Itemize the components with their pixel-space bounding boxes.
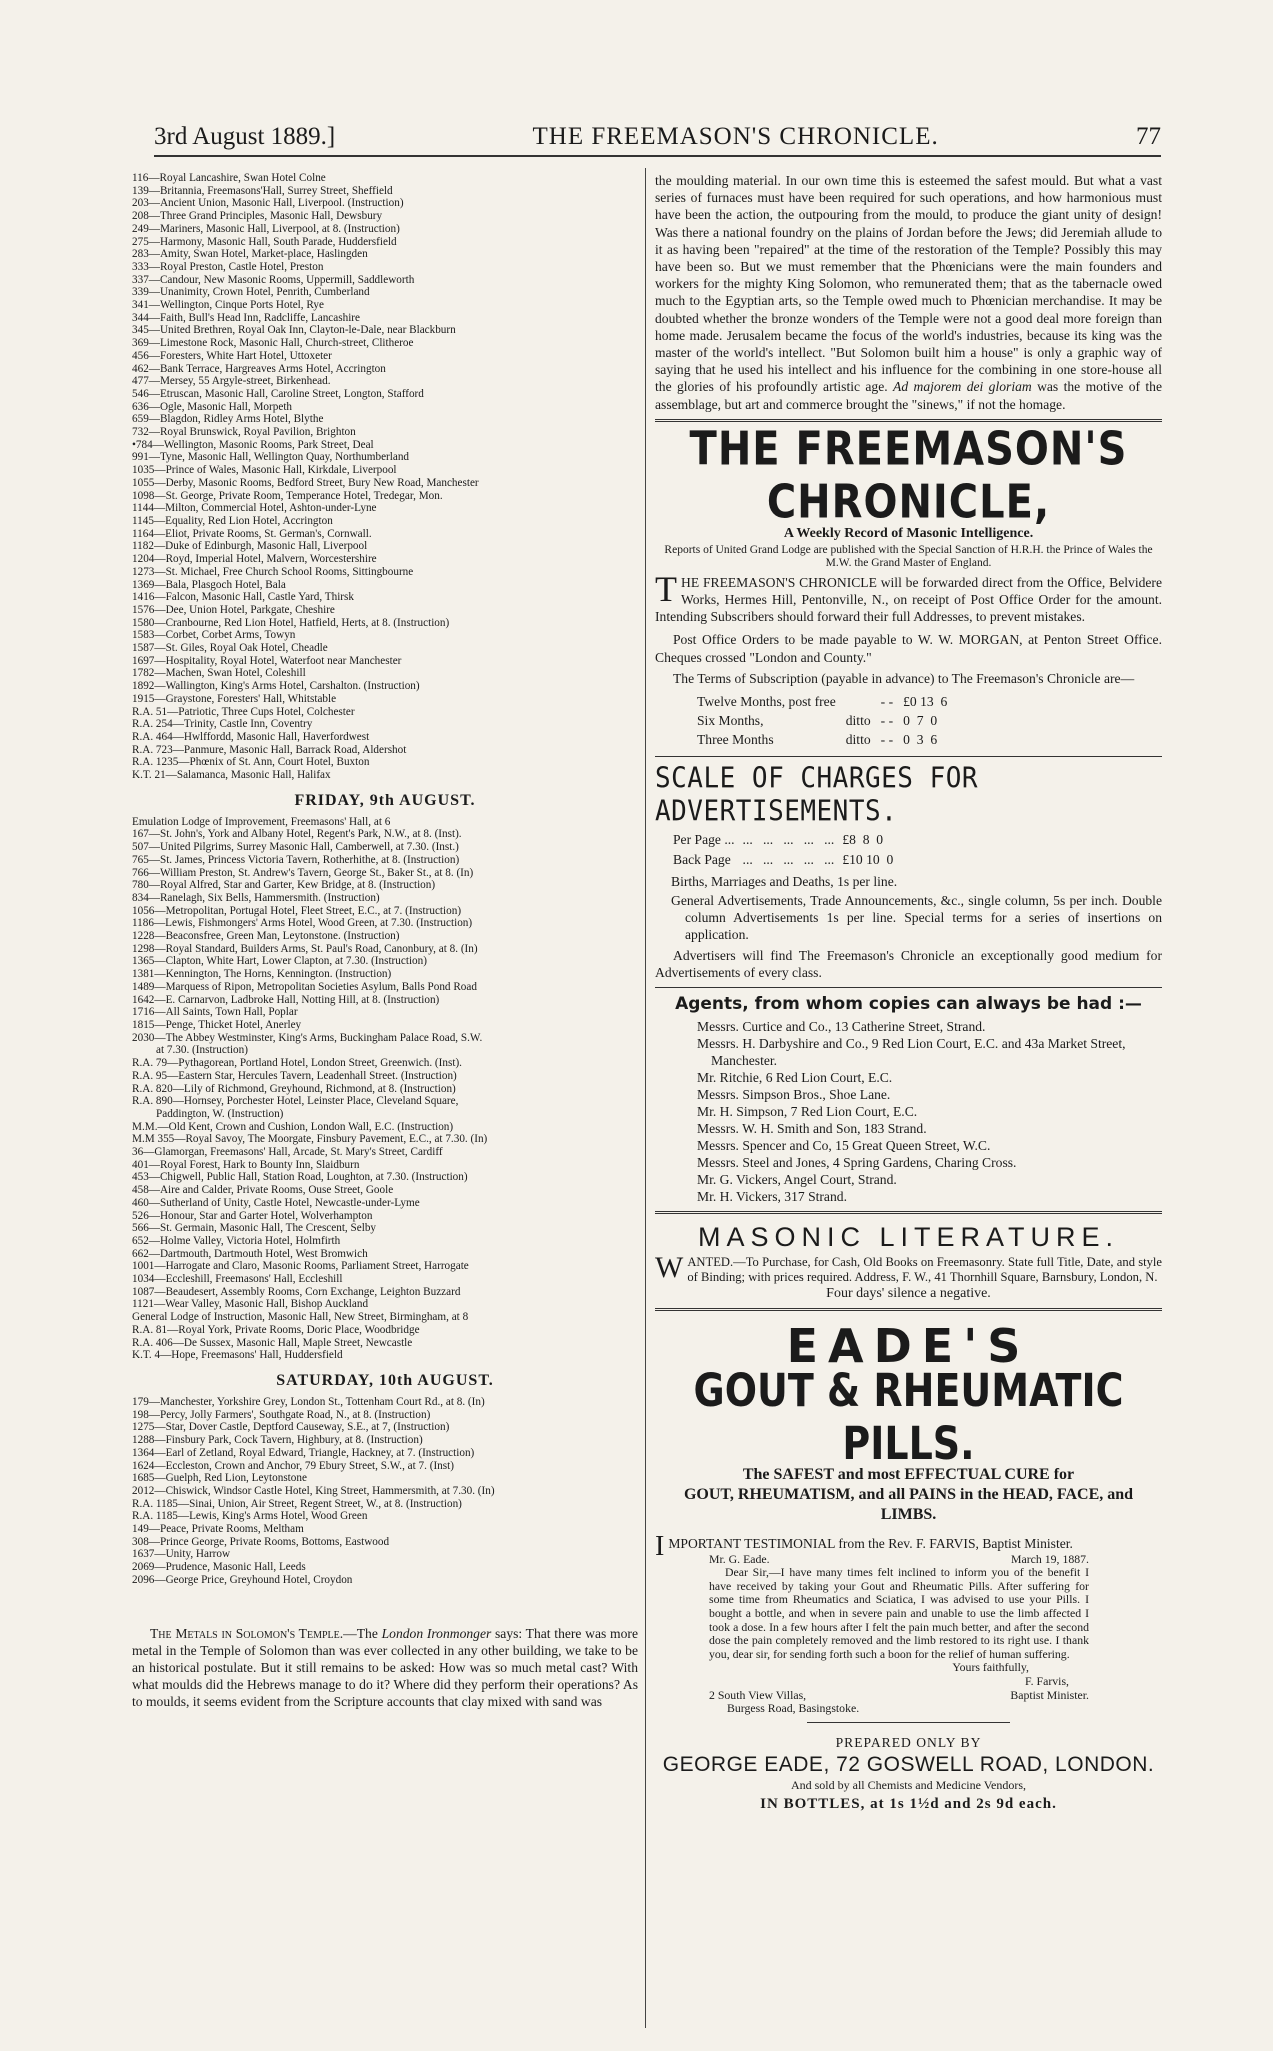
right-column bbox=[655, 172, 1162, 2032]
post-orders: Post Office Orders to be made payable to W. W. MORGAN, at Penton Street Office. Cheques crossed "London and County." bbox=[655, 632, 1162, 665]
lodge-entry: 1583—Corbet, Corbet Arms, Towyn bbox=[132, 629, 296, 642]
lodge-entry: 337—Candour, New Masonic Rooms, Uppermill, Saddleworth bbox=[132, 273, 415, 286]
lodge-entry: 283—Amity, Swan Hotel, Market-place, Haslingden bbox=[132, 248, 368, 261]
agent-entry: Messrs. Spencer and Co, 15 Great Queen Street, W.C. bbox=[697, 1138, 991, 1154]
terms-dots: - - bbox=[880, 713, 894, 729]
lodge-entry: 991—Tyne, Masonic Hall, Wellington Quay, Northumberland bbox=[132, 451, 410, 464]
saturday-heading: SATURDAY, 10th AUGUST. bbox=[276, 1371, 494, 1389]
letter-to: Mr. G. Eade. bbox=[709, 1551, 770, 1566]
lodge-entry: 659—Blagdon, Ridley Arms Hotel, Blythe bbox=[132, 413, 324, 426]
lodge-entry: R.A. 890—Hornsey, Porchester Hotel, Leinster Place, Cleveland Square, bbox=[132, 1095, 459, 1108]
rate-label: Per Page ... bbox=[673, 832, 735, 848]
literature-body: ANTED.—To Purchase, for Cash, Old Books on Freemasonry. State full Title, Date, and style of Binding; with prices required. Address, F. W., 41 Thornhill Square, Barnsbury, London, N. bbox=[687, 1255, 1162, 1284]
letter-closing: Yours faithfully, bbox=[952, 1660, 1029, 1675]
section-rule bbox=[655, 756, 1162, 757]
lodge-entry: 1637—Unity, Harrow bbox=[132, 1548, 231, 1561]
lodge-entry: 1624—Eccleston, Crown and Anchor, 79 Ebury Street, S.W., at 7. (Inst) bbox=[132, 1459, 454, 1472]
lodge-entry: 1056—Metropolitan, Portugal Hotel, Fleet Street, E.C., at 7. (Instruction) bbox=[132, 904, 462, 917]
section-rule bbox=[655, 987, 1162, 988]
lodge-entry: 652—Holme Valley, Victoria Hotel, Holmfirth bbox=[132, 1234, 341, 1247]
lodge-entry: 341—Wellington, Cinque Ports Hotel, Rye bbox=[132, 299, 324, 312]
metals-continued-text: the moulding material. In our own time this is esteemed the safest mould. But what a vast series of furnaces must have been required for such operations, and how harmonious must have been the action, the outpouring from the mould, to produce the giant unity of design! Was there a national foundry on the plains of Jordan before the Jews; did Jeremiah allude to it as having been "repaired" at the time of the restoration of the Temple? Possibly this may have been so. But we must remember that the Phœnicians were the main founders and workers for the mighty King Solomon, who remunerated them; that as the tabernacle owed much to the Egyptian arts, so the Temple owed much to Phœnician merchandise. It may be doubted whether the bronze wonders of the Temple were not a good deal more foreign than home made. Jerusalem became the focus of the world's industries, because its king was the master of the world's intellect. "But Solomon built him a house" is only a graphic way of saying that he used his intellect and his influence for the combining in one store-house all the glories of his profoundly artistic age. bbox=[655, 173, 1162, 395]
lodge-entry: 1365—Clapton, White Hart, Lower Clapton, at 7.30. (Instruction) bbox=[132, 955, 427, 968]
lodge-entry: 249—Mariners, Masonic Hall, Liverpool, at 8. (Instruction) bbox=[132, 222, 400, 235]
lodge-entry: 1697—Hospitality, Royal Hotel, Waterfoot near Manchester bbox=[132, 654, 402, 667]
lodge-entry: 308—Prince George, Private Rooms, Bottoms, Eastwood bbox=[132, 1535, 390, 1548]
lodge-entry: 2069—Prudence, Masonic Hall, Leeds bbox=[132, 1561, 306, 1574]
lodge-entry: 1489—Marquess of Ripon, Metropolitan Societies Asylum, Balls Pond Road bbox=[132, 980, 477, 993]
literature-ad bbox=[655, 1251, 1162, 1285]
lodge-entry: 198—Percy, Jolly Farmers', Southgate Road, N., at 8. (Instruction) bbox=[132, 1408, 431, 1421]
lodge-entry: 139—Britannia, Freemasons'Hall, Surrey Street, Sheffield bbox=[132, 184, 393, 197]
lodge-entry: 1364—Earl of Zetland, Royal Edward, Triangle, Hackney, at 7. (Instruction) bbox=[132, 1446, 475, 1459]
lodge-entry: 1587—St. Giles, Royal Oak Hotel, Cheadle bbox=[132, 642, 328, 655]
rate-row bbox=[673, 831, 899, 849]
lodge-entry: 2012—Chiswick, Windsor Castle Hotel, King Street, Hammersmith, at 7.30. (In) bbox=[132, 1484, 495, 1497]
lodge-entry: 167—St. John's, York and Albany Hotel, Regent's Park, N.W., at 8. (Inst). bbox=[132, 828, 462, 841]
lodge-entry: M.M 355—Royal Savoy, The Moorgate, Finsbury Pavement, E.C., at 7.30. (In) bbox=[132, 1133, 488, 1146]
terms-period: Six Months, bbox=[697, 713, 764, 729]
lodge-entry: 339—Unanimity, Crown Hotel, Penrith, Cumberland bbox=[132, 286, 370, 299]
lodge-entry: R.A. 464—Hwlffordd, Masonic Hall, Haverfordwest bbox=[132, 730, 370, 743]
metals-body: says: That there was more metal in the Temple of Solomon than was ever collected in any other building, we take to be an historical postulate. But it still remains to be asked: How was so much metal cast? With what moulds did the Hebrews manage to do it? Where did they perform their operations? As to moulds, it seems evident from the Scripture accounts that clay mixed with sand was bbox=[132, 1625, 638, 1710]
lodge-entry: 1273—St. Michael, Free Church School Rooms, Sittingbourne bbox=[132, 565, 414, 578]
lodge-entry: R.A. 820—Lily of Richmond, Greyhound, Richmond, at 8. (Instruction) bbox=[132, 1082, 456, 1095]
agent-entry: Mr. H. Simpson, 7 Red Lion Court, E.C. bbox=[697, 1104, 918, 1120]
page-number: 77 bbox=[1135, 123, 1161, 150]
eades-name: EADE'S bbox=[786, 1319, 1031, 1374]
lodge-entry: 1298—Royal Standard, Builders Arms, St. Paul's Road, Canonbury, at 8. (In) bbox=[132, 942, 478, 955]
lodge-entry: M.M.—Old Kent, Crown and Cushion, London Wall, E.C. (Instruction) bbox=[132, 1120, 454, 1133]
lodge-entry: 1275—Star, Dover Castle, Deptford Causeway, S.E., at 7, (Instruction) bbox=[132, 1421, 450, 1434]
lodge-entry: 1892—Wallington, King's Arms Hotel, Carshalton. (Instruction) bbox=[132, 680, 420, 693]
section-rule bbox=[655, 1308, 1162, 1311]
lodge-entry: R.A. 406—De Sussex, Masonic Hall, Maple Street, Newcastle bbox=[132, 1336, 413, 1349]
letter-date: March 19, 1887. bbox=[1011, 1551, 1089, 1566]
letter-body: Dear Sir,—I have many times felt inclined to inform you of the benefit I have received by taking your Gout and Rheumatic Pills. After suffering for some time from Rheumatics and Sciatica, I was advised to use your Pills. I bought a bottle, and when in severe pain and unable to use the limb affected I took a dose. In a few hours after I felt the pain much better, and after the second dose the pain completely removed and the limb restored to its right use. I thank you, dear sir, for sending forth such a boon for the relief of human suffering. bbox=[709, 1565, 1089, 1661]
agents-list bbox=[655, 1018, 1162, 1205]
lodge-entry: 1288—Finsbury Park, Cock Tavern, Highbury, at 8. (Instruction) bbox=[132, 1434, 423, 1447]
chronicle-intro-text: HE FREEMASON'S CHRONICLE will be forwarded direct from the Office, Belvidere Works, Hermes Hill, Pentonville, N., on receipt of Post Office Order for the amount. Intending Subscribers should forward their full Addresses, to prevent mistakes. bbox=[655, 574, 1162, 625]
lodge-entry: 1164—Eliot, Private Rooms, St. German's, Cornwall. bbox=[132, 527, 372, 540]
lodge-list-saturday bbox=[132, 1396, 638, 1587]
terms-amount: £0 13 6 bbox=[903, 694, 948, 710]
dropcap-t: T bbox=[655, 568, 677, 609]
subscription-terms bbox=[695, 691, 957, 750]
section-rule bbox=[655, 419, 1162, 422]
eades-tagline-2: GOUT, RHEUMATISM, and all PAINS in the HEAD, FACE, and LIMBS. bbox=[683, 1486, 1134, 1524]
lodge-entry: 766—William Preston, St. Andrew's Tavern, George St., Baker St., at 8. (In) bbox=[132, 866, 474, 879]
left-column bbox=[132, 172, 638, 2032]
lodge-entry: 1228—Beaconsfree, Green Man, Leytonstone. (Instruction) bbox=[132, 930, 400, 943]
masthead-title: THE FREEMASON'S CHRONICLE. bbox=[532, 123, 939, 150]
lodge-entry: R.A. 1235—Phœnix of St. Ann, Court Hotel, Buxton bbox=[132, 756, 370, 769]
lodge-entry: 1145—Equality, Red Lion Hotel, Accrington bbox=[132, 514, 333, 527]
lodge-entry: 546—Etruscan, Masonic Hall, Caroline Street, Longton, Stafford bbox=[132, 387, 424, 400]
terms-ditto bbox=[846, 693, 879, 710]
lodge-entry: 1098—St. George, Private Room, Temperance Hotel, Tredegar, Mon. bbox=[132, 489, 443, 502]
page-header bbox=[154, 117, 1161, 157]
terms-ditto: ditto bbox=[845, 732, 871, 748]
rate-dots: ... ... ... ... ... bbox=[742, 832, 835, 848]
agent-entry: Messrs. Curtice and Co., 13 Catherine Street, Strand. bbox=[697, 1019, 986, 1035]
lodge-entry: 566—St. Germain, Masonic Hall, The Crescent, Selby bbox=[132, 1222, 377, 1235]
section-rule bbox=[655, 1211, 1162, 1214]
lodge-entry: 275—Harmony, Masonic Hall, South Parade, Huddersfield bbox=[132, 235, 397, 248]
lodge-entry: 477—Mersey, 55 Argyle-street, Birkenhead. bbox=[132, 375, 331, 388]
lodge-entry: R.A. 95—Eastern Star, Hercules Tavern, Leadenhall Street. (Instruction) bbox=[132, 1069, 457, 1082]
lodge-entry: 1642—E. Carnarvon, Ladbroke Hall, Notting Hill, at 8. (Instruction) bbox=[132, 993, 440, 1006]
eade-address: GEORGE EADE, 72 GOSWELL ROAD, LONDON. bbox=[662, 1752, 1155, 1776]
terms-row bbox=[697, 731, 955, 748]
agent-entry: Messrs. Steel and Jones, 4 Spring Gardens, Charing Cross. bbox=[697, 1155, 1017, 1171]
lodge-entry: 1576—Dee, Union Hotel, Parkgate, Cheshire bbox=[132, 603, 335, 616]
dropcap-w: W bbox=[655, 1251, 684, 1285]
terms-intro: The Terms of Subscription (payable in advance) to The Freemason's Chronicle are— bbox=[673, 670, 1135, 686]
lodge-entry: 1186—Lewis, Fishmongers' Arms Hotel, Wood Green, at 7.30. (Instruction) bbox=[132, 917, 473, 930]
lodge-entry: 1381—Kennington, The Horns, Kennington. (Instruction) bbox=[132, 968, 392, 981]
metals-continued bbox=[655, 172, 1162, 413]
terms-period: Three Months bbox=[697, 732, 774, 748]
lodge-entry: R.A. 79—Pythagorean, Portland Hotel, London Street, Greenwich. (Inst). bbox=[132, 1057, 462, 1070]
terms-amount: 0 3 6 bbox=[903, 732, 938, 748]
lodge-entry: R.A. 51—Patriotic, Three Cups Hotel, Colchester bbox=[132, 705, 355, 718]
lodge-entry: 1815—Penge, Thicket Hotel, Anerley bbox=[132, 1019, 302, 1031]
lodge-entry: 834—Ranelagh, Six Bells, Hammersmith. (Instruction) bbox=[132, 891, 380, 904]
lodge-entry: 1782—Machen, Swan Hotel, Coleshill bbox=[132, 667, 306, 680]
short-rule bbox=[807, 1722, 1010, 1723]
testimonial-letter bbox=[709, 1553, 1089, 1716]
metals-article bbox=[132, 1625, 638, 1711]
terms-amount: 0 7 0 bbox=[903, 713, 938, 729]
lodge-entry: R.A. 723—Panmure, Masonic Hall, Barrack Road, Aldershot bbox=[132, 743, 407, 756]
lodge-entry: at 7.30. (Instruction) bbox=[156, 1044, 248, 1057]
lodge-entry: 507—United Pilgrims, Surrey Masonic Hall, Camberwell, at 7.30. (Inst.) bbox=[132, 841, 459, 854]
lodge-entry: R.A. 1185—Lewis, King's Arms Hotel, Wood Green bbox=[132, 1510, 368, 1523]
rate-dots: ... ... ... ... ... bbox=[742, 852, 835, 868]
terms-row bbox=[697, 693, 955, 710]
advertisers-note: Advertisers will find The Freemason's Chronicle an exceptionally good medium for Advertisements of every class. bbox=[655, 948, 1162, 981]
lodge-entry: K.T. 4—Hope, Freemasons' Hall, Huddersfield bbox=[132, 1349, 343, 1362]
metals-dash: —The bbox=[343, 1625, 382, 1641]
lodge-entry: 1685—Guelph, Red Lion, Leytonstone bbox=[132, 1472, 307, 1485]
literature-closing: Four days' silence a negative. bbox=[826, 1286, 991, 1302]
lodge-entry: 1034—Eccleshill, Freemasons' Hall, Eccleshill bbox=[132, 1273, 343, 1286]
lodge-entry: 1121—Wear Valley, Masonic Hall, Bishop Auckland bbox=[132, 1298, 369, 1311]
eades-tagline-1: The SAFEST and most EFFECTUAL CURE for bbox=[742, 1466, 1075, 1484]
metals-continued-end: was the motive of the assemblage, but art and commerce brought the "sinews," if not the homage. bbox=[655, 379, 1162, 412]
lodge-entry: 401—Royal Forest, Hark to Bounty Inn, Slaidburn bbox=[132, 1158, 360, 1171]
agent-entry: Mr. Ritchie, 6 Red Lion Court, E.C. bbox=[697, 1070, 893, 1086]
column-divider bbox=[645, 168, 646, 2028]
lodge-entry: 179—Manchester, Yorkshire Grey, London St., Tottenham Court Rd., at 8. (In) bbox=[132, 1395, 485, 1408]
lodge-entry: 1182—Duke of Edinburgh, Masonic Hall, Liverpool bbox=[132, 540, 368, 553]
lodge-entry: 344—Faith, Bull's Head Inn, Radcliffe, Lancashire bbox=[132, 311, 360, 324]
sig-address-2: Burgess Road, Basingstoke. bbox=[727, 1701, 860, 1716]
lodge-entry: 453—Chigwell, Public Hall, Station Road, Loughton, at 7.30. (Instruction) bbox=[132, 1171, 468, 1184]
eades-product: GOUT & RHEUMATIC PILLS. bbox=[693, 1364, 1124, 1471]
lodge-entry: 1055—Derby, Masonic Rooms, Bedford Street, Bury New Road, Manchester bbox=[132, 476, 479, 489]
lodge-entry: 662—Dartmouth, Dartmouth Hotel, West Bromwich bbox=[132, 1247, 368, 1260]
sold-by: And sold by all Chemists and Medicine Vendors, bbox=[790, 1777, 1027, 1792]
chronicle-sanction: Reports of United Grand Lodge are published with the Special Sanction of H.R.H. the Prince of Wales the M.W. the Grand Master of England. bbox=[664, 543, 1153, 569]
lodge-entry: 1915—Graystone, Foresters' Hall, Whitstable bbox=[132, 692, 337, 705]
lodge-entry: 1204—Royd, Imperial Hotel, Malvern, Worcestershire bbox=[132, 553, 377, 566]
literature-heading: MASONIC LITERATURE. bbox=[697, 1222, 1120, 1253]
lodge-entry: R.A. 81—Royal York, Private Rooms, Doric Place, Woodbridge bbox=[132, 1323, 420, 1336]
lodge-entry: •784—Wellington, Masonic Rooms, Park Street, Deal bbox=[132, 438, 374, 451]
lodge-entry: 460—Sutherland of Unity, Castle Hotel, Newcastle-under-Lyme bbox=[132, 1196, 420, 1209]
lodge-entry: 732—Royal Brunswick, Royal Pavilion, Brighton bbox=[132, 426, 356, 439]
lodge-entry: 1716—All Saints, Town Hall, Poplar bbox=[132, 1006, 298, 1019]
lodge-entry: R.A. 1185—Sinai, Union, Air Street, Regent Street, W., at 8. (Instruction) bbox=[132, 1497, 462, 1510]
lodge-entry: 1087—Beaudesert, Assembly Rooms, Corn Exchange, Leighton Buzzard bbox=[132, 1285, 461, 1298]
advert-rates bbox=[671, 829, 901, 871]
lodge-entry: 1035—Prince of Wales, Masonic Hall, Kirkdale, Liverpool bbox=[132, 464, 397, 477]
agent-entry: Mr. G. Vickers, Angel Court, Strand. bbox=[697, 1172, 897, 1188]
chronicle-title: THE FREEMASON'S CHRONICLE, bbox=[689, 422, 1128, 529]
sig-title: Baptist Minister. bbox=[1010, 1687, 1089, 1702]
issue-date: 3rd August 1889.] bbox=[154, 123, 336, 150]
sig-address-1: 2 South View Villas, bbox=[709, 1687, 807, 1702]
lodge-entry: 2030—The Abbey Westminster, King's Arms, Buckingham Palace Road, S.W. bbox=[132, 1031, 483, 1044]
terms-ditto: ditto bbox=[845, 713, 871, 729]
lodge-entry: R.A. 254—Trinity, Castle Inn, Coventry bbox=[132, 718, 313, 731]
lodge-entry: 369—Limestone Rock, Masonic Hall, Church-street, Clitheroe bbox=[132, 337, 414, 350]
metals-lead: The Metals in Solomon's Temple. bbox=[150, 1625, 344, 1641]
lodge-entry: 780—Royal Alfred, Star and Garter, Kew Bridge, at 8. (Instruction) bbox=[132, 879, 436, 892]
lodge-entry: 1001—Harrogate and Claro, Masonic Rooms, Parliament Street, Harrogate bbox=[132, 1260, 469, 1273]
lodge-entry: 765—St. James, Princess Victoria Tavern, Rotherhithe, at 8. (Instruction) bbox=[132, 853, 460, 866]
births-rate: Births, Marriages and Deaths, 1s per line. bbox=[671, 874, 898, 890]
terms-dots: - - bbox=[880, 732, 894, 748]
terms-row bbox=[697, 712, 955, 729]
lodge-entry: 333—Royal Preston, Castle Hotel, Preston bbox=[132, 260, 324, 273]
lodge-entry: 1580—Cranbourne, Red Lion Hotel, Hatfield, Herts, at 8. (Instruction) bbox=[132, 616, 450, 629]
friday-heading: FRIDAY, 9th AUGUST. bbox=[294, 791, 476, 809]
lodge-entry: 526—Honour, Star and Garter Hotel, Wolverhampton bbox=[132, 1209, 373, 1222]
lodge-entry: K.T. 21—Salamanca, Masonic Hall, Halifax bbox=[132, 769, 331, 782]
rate-row bbox=[673, 851, 899, 869]
agents-heading: Agents, from whom copies can always be had :— bbox=[675, 994, 1142, 1015]
metals-latin-phrase: Ad majorem dei gloriam bbox=[893, 379, 1032, 395]
rate-price: £10 10 0 bbox=[842, 852, 894, 868]
agent-entry: Mr. H. Vickers, 317 Strand. bbox=[697, 1189, 847, 1205]
lodge-entry: 456—Foresters, White Hart Hotel, Uttoxeter bbox=[132, 349, 332, 362]
chronicle-intro bbox=[655, 568, 1162, 626]
lodge-entry: 203—Ancient Union, Masonic Hall, Liverpool. (Instruction) bbox=[132, 197, 404, 210]
general-rate: General Advertisements, Trade Announcements, &c., single column, 5s per inch. Double column Advertisements 1s per line. Special terms for a series of insertions on application. bbox=[671, 893, 1162, 943]
lodge-entry: General Lodge of Instruction, Masonic Hall, New Street, Birmingham, at 8 bbox=[132, 1311, 469, 1324]
terms-period: Twelve Months, post free bbox=[697, 694, 836, 710]
lodge-list-thursday bbox=[132, 172, 638, 782]
lodge-entry: 36—Glamorgan, Freemasons' Hall, Arcade, St. Mary's Street, Cardiff bbox=[132, 1146, 443, 1159]
prepared-by: PREPARED ONLY BY bbox=[835, 1734, 982, 1750]
agent-entry: Messrs. H. Darbyshire and Co., 9 Red Lion Court, E.C. and 43a Market Street, Manchester. bbox=[697, 1036, 1126, 1069]
lodge-entry: 1369—Bala, Plasgoch Hotel, Bala bbox=[132, 578, 286, 591]
lodge-entry: 116—Royal Lancashire, Swan Hotel Colne bbox=[132, 172, 326, 184]
lodge-entry: 1144—Milton, Commercial Hotel, Ashton-under-Lyne bbox=[132, 502, 377, 515]
rate-label: Back Page bbox=[673, 852, 731, 868]
lodge-entry: 1416—Falcon, Masonic Hall, Castle Yard, Thirsk bbox=[132, 591, 354, 604]
dropcap-i: I bbox=[655, 1531, 665, 1563]
agent-entry: Messrs. W. H. Smith and Son, 183 Strand. bbox=[697, 1121, 927, 1137]
scale-heading: SCALE OF CHARGES FOR ADVERTISEMENTS. bbox=[655, 762, 979, 829]
terms-dots: - - bbox=[880, 694, 894, 710]
lodge-entry: 345—United Brethren, Royal Oak Inn, Clayton-le-Dale, near Blackburn bbox=[132, 324, 456, 337]
metals-source: London Ironmonger bbox=[381, 1625, 492, 1641]
agent-entry: Messrs. Simpson Bros., Shoe Lane. bbox=[697, 1087, 891, 1103]
lodge-entry: 2096—George Price, Greyhound Hotel, Croydon bbox=[132, 1573, 353, 1586]
lodge-list-friday bbox=[132, 816, 638, 1362]
lodge-entry: 636—Ogle, Masonic Hall, Morpeth bbox=[132, 400, 293, 413]
testimonial-intro-text: MPORTANT TESTIMONIAL from the Rev. F. FARVIS, Baptist Minister. bbox=[668, 1536, 1073, 1552]
bottle-prices: IN BOTTLES, at 1s 1½d and 2s 9d each. bbox=[760, 1795, 1057, 1812]
chronicle-subtitle: A Weekly Record of Masonic Intelligence. bbox=[783, 525, 1034, 541]
lodge-entry: 208—Three Grand Principles, Masonic Hall, Dewsbury bbox=[132, 210, 383, 223]
lodge-entry: 462—Bank Terrace, Hargreaves Arms Hotel, Accrington bbox=[132, 362, 386, 375]
lodge-entry: 458—Aire and Calder, Private Rooms, Ouse Street, Goole bbox=[132, 1184, 394, 1197]
rate-price: £8 8 0 bbox=[842, 832, 884, 848]
lodge-entry: Paddington, W. (Instruction) bbox=[156, 1107, 284, 1120]
letter-signature: F. Farvis, bbox=[1025, 1674, 1069, 1689]
lodge-entry: Emulation Lodge of Improvement, Freemasons' Hall, at 6 bbox=[132, 815, 391, 828]
lodge-entry: 149—Peace, Private Rooms, Meltham bbox=[132, 1523, 304, 1536]
